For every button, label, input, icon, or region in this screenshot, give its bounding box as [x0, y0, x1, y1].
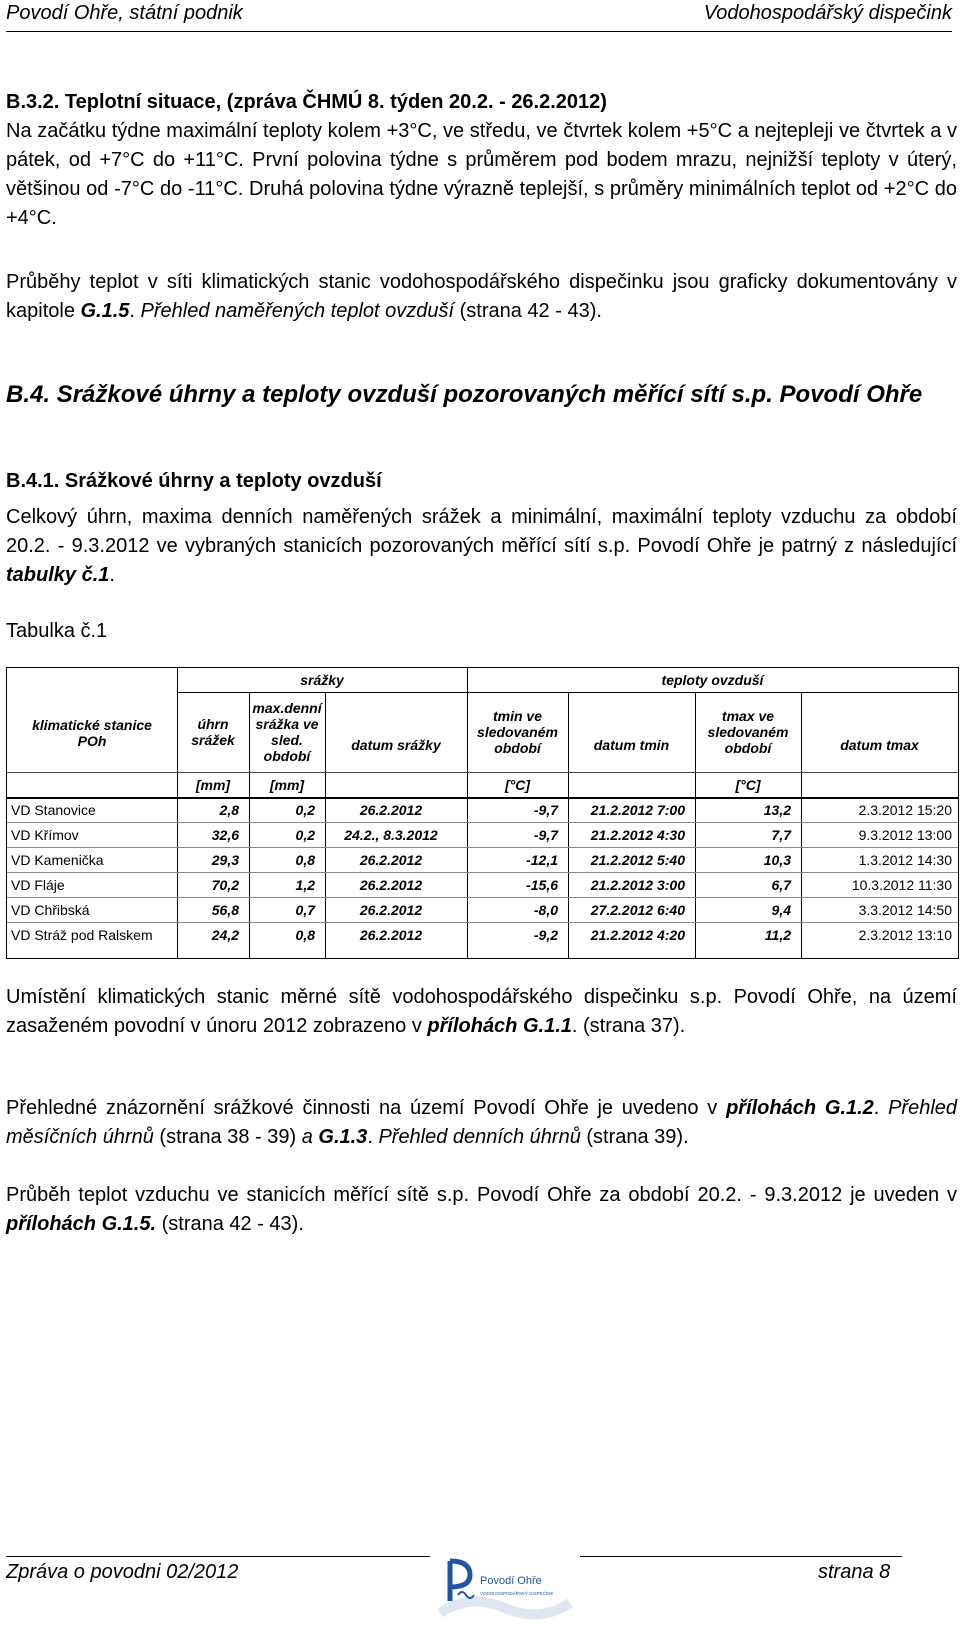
unit-label: [°C] — [735, 776, 761, 793]
cell-dsr: 26.2.2012 — [359, 802, 423, 818]
cell-max: 0,2 — [295, 827, 315, 843]
paragraph: Přehledné znázornění srážkové činnosti na území Povodí Ohře je uvedeno v přílohách G.1.2. Přehled měsíčních úhrnů (strana 38 - 39) a G.1.3. Přehled denních úhrnů (strana 39). — [6, 1097, 958, 1148]
table-row — [7, 848, 958, 873]
cell-max: 0,8 — [295, 927, 315, 943]
cell-dtmin: 21.2.2012 7:00 — [590, 802, 685, 818]
cell-tmax: 9,4 — [771, 902, 791, 918]
cell-uhrn: 32,6 — [211, 827, 239, 843]
cell-uhrn: 29,3 — [211, 852, 239, 868]
cell-max: 0,8 — [295, 852, 315, 868]
cell-station: VD Kamenička — [11, 852, 104, 868]
cell-tmin: -9,2 — [533, 927, 558, 943]
table-row — [7, 898, 958, 923]
appendix-link[interactable]: přílohách G.1.2 — [726, 1097, 874, 1119]
section-precipitation — [6, 467, 957, 496]
cell-dtmax: 10.3.2012 11:30 — [851, 877, 952, 893]
unit-label: [mm] — [269, 776, 305, 793]
table-row — [7, 873, 958, 898]
cell-uhrn: 56,8 — [211, 902, 239, 918]
cell-station: VD Chřibská — [11, 902, 90, 918]
cell-tmin: -12,1 — [526, 852, 558, 868]
cell-dtmax: 1.3.2012 14:30 — [858, 852, 952, 868]
climate-table — [6, 667, 959, 959]
cell-dtmax: 3.3.2012 14:50 — [858, 902, 952, 918]
table-row — [7, 823, 958, 848]
cell-station: VD Křímov — [11, 827, 79, 843]
page-header — [0, 0, 960, 30]
header-department: Vodohospodářský dispečink — [703, 2, 952, 24]
subsection-heading: B.4.1. Srážkové úhrny a teploty ovzduší — [6, 470, 382, 492]
logo-subtext: VODOHOSPODÁŘSKÝ DISPEČINK — [480, 1591, 554, 1596]
cell-dsr: 26.2.2012 — [359, 902, 423, 918]
cell-tmax: 11,2 — [764, 927, 791, 943]
logo-text: Povodí Ohře — [480, 1575, 542, 1587]
paragraph: Celkový úhrn, maxima denních naměřených srážek a minimální, maximální teploty vzduchu za období 20.2. - 9.3.2012 ve vybraných stanicích pozorovaných měřící sítí s.p. Povodí Ohře je patrný z následující tabulky č.1. — [6, 506, 957, 586]
footer-report-title: Zpráva o povodni 02/2012 — [6, 1561, 239, 1583]
cell-max: 1,2 — [295, 877, 315, 893]
paragraph: Na začátku týdne maximální teploty kolem +3°C, ve středu, ve čtvrtek kolem +5°C a nejtepleji ve čtvrtek a v pátek, od +7°C do +11°C. První polovina týdne s průměrem pod bodem mrazu, nejnižší teploty v úterý, většinou od -7°C do -11°C. Druhá polovina týdne výrazně teplejší, s průměry minimálních teplot od +2°C do +4°C. — [6, 120, 957, 229]
cell-dtmax: 2.3.2012 15:20 — [858, 802, 952, 818]
table-row — [7, 798, 958, 823]
col-header-tmin: tmin ve sledovaném období — [477, 708, 558, 756]
header-divider — [6, 31, 952, 32]
povodi-ohre-logo — [430, 1553, 580, 1623]
cell-tmin: -15,6 — [526, 877, 558, 893]
cell-dsr: 26.2.2012 — [359, 877, 423, 893]
cell-tmax: 13,2 — [763, 802, 791, 818]
paragraph: Průběh teplot vzduchu ve stanicích měřící sítě s.p. Povodí Ohře za období 20.2. - 9.3.2012 je uveden v přílohách G.1.5. (strana 42 - 43). — [6, 1184, 957, 1235]
cell-tmax: 10,3 — [763, 852, 791, 868]
section-heading: B.3.2. Teplotní situace, (zpráva ČHMÚ 8. týden 20.2. - 26.2.2012) — [6, 91, 607, 113]
cell-station: VD Fláje — [11, 877, 65, 893]
appendix-link[interactable]: přílohách G.1.1 — [427, 1015, 572, 1037]
table-caption: Tabulka č.1 — [6, 620, 108, 642]
cell-tmin: -8,0 — [533, 902, 558, 918]
cell-dtmin: 21.2.2012 5:40 — [590, 852, 685, 868]
table-row — [7, 923, 958, 948]
unit-label: [mm] — [195, 776, 231, 793]
cell-tmin: -9,7 — [533, 827, 558, 843]
cell-dtmax: 9.3.2012 13:00 — [858, 827, 952, 843]
cell-uhrn: 70,2 — [211, 877, 239, 893]
cell-station: VD Stanovice — [11, 802, 96, 818]
col-header-precip-date: datum srážky — [351, 736, 441, 753]
group-header-temperature: teploty ovzduší — [661, 672, 764, 688]
table-link[interactable]: tabulky č.1 — [6, 564, 110, 586]
paragraph: Umístění klimatických stanic měrné sítě vodohospodářského dispečinku s.p. Povodí Ohře, na území zasaženém povodní v únoru 2012 zobrazeno v přílohách G.1.1. (strana 37). — [6, 986, 957, 1037]
col-header-tmax: tmax ve sledovaném období — [707, 708, 789, 756]
page-number: strana 8 — [818, 1561, 891, 1583]
cell-dtmax: 2.3.2012 13:10 — [858, 927, 952, 943]
cell-max: 0,2 — [295, 802, 315, 818]
cell-dsr: 26.2.2012 — [359, 852, 423, 868]
unit-label: [°C] — [504, 776, 531, 793]
cell-tmax: 6,7 — [771, 877, 791, 893]
appendix-link[interactable]: přílohách G.1.5. — [6, 1213, 157, 1235]
header-organization: Povodí Ohře, státní podnik — [6, 2, 243, 24]
section-heading: B.4. Srážkové úhrny a teploty ovzduší pozorovaných měřící sítí s.p. Povodí Ohře — [6, 381, 923, 408]
col-header-tmin-date: datum tmin — [593, 736, 670, 753]
cell-uhrn: 24,2 — [211, 927, 239, 943]
cell-tmax: 7,7 — [771, 827, 791, 843]
cell-dtmin: 21.2.2012 4:20 — [590, 927, 685, 943]
cell-dsr: 24.2., 8.3.2012 — [344, 827, 438, 843]
paragraph: Průběhy teplot v síti klimatických stanic vodohospodářského dispečinku jsou graficky dokumentovány v kapitole G.1.5. Přehled naměřených teplot ovzduší (strana 42 - 43). — [6, 271, 957, 322]
cell-dtmin: 27.2.2012 6:40 — [590, 902, 685, 918]
cell-station: VD Stráž pod Ralskem — [11, 927, 153, 943]
col-header-station: klimatické stanice POh — [32, 716, 152, 749]
chapter-link[interactable]: G.1.5 — [80, 300, 130, 322]
col-header-tmax-date: datum tmax — [840, 736, 919, 753]
group-header-precipitation: srážky — [300, 672, 344, 688]
cell-dtmin: 21.2.2012 3:00 — [590, 877, 685, 893]
col-header-max-daily: max.denní srážka ve sled. období — [252, 700, 322, 764]
cell-dsr: 26.2.2012 — [359, 927, 423, 943]
cell-dtmin: 21.2.2012 4:30 — [590, 827, 685, 843]
cell-max: 0,7 — [295, 902, 315, 918]
cell-tmin: -9,7 — [533, 802, 558, 818]
col-header-total: úhrn srážek — [191, 716, 235, 748]
cell-uhrn: 2,8 — [219, 802, 239, 818]
appendix-link[interactable]: G.1.3 — [318, 1126, 368, 1148]
section-temperature — [6, 88, 957, 233]
